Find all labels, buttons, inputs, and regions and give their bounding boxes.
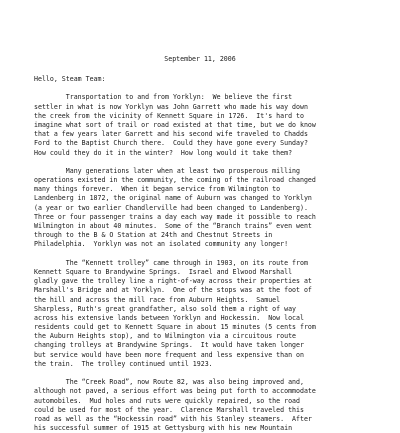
- paragraph-line: Three or four passenger trains a day each way made it possible to reach: [34, 212, 316, 221]
- paragraph-line: road as well as the “Hockessin road” with his Stanley steamers. After: [34, 414, 312, 423]
- paragraph-line: Transportation to and from Yorklyn: We believe the first: [34, 93, 293, 102]
- spacer: [34, 369, 394, 378]
- paragraph-line: many things forever. When it began service from Wilmington to: [34, 185, 281, 194]
- paragraph-line: gladly gave the trolley line a right-of-way across their properties at: [34, 277, 312, 286]
- paragraph-line: The “Kennett trolley” came through in 1903, on its route from: [34, 258, 308, 267]
- paragraph-line: the Auburn Heights stop), and to Wilmington via a circuitous route: [34, 332, 297, 341]
- paragraph-line: settler in what is now Yorklyn was John Garrett who made his way down: [34, 102, 308, 111]
- paragraph: [34, 93, 394, 157]
- paragraph-line: Many generations later when at least two prosperous milling: [34, 166, 300, 175]
- letter-body: [34, 75, 394, 433]
- paragraph-line: The “Creek Road”, now Route 82, was also being improved and,: [34, 378, 304, 387]
- paragraph-line: (a year or two earlier Chandlerville had been changed to Landenberg).: [34, 203, 308, 212]
- paragraph-line: automobiles. Mud holes and ruts were quickly repaired, so the road: [34, 396, 300, 405]
- paragraph-line: changing trolleys at Brandywine Springs. It would have taken longer: [34, 341, 304, 350]
- paragraph-line: that a few years later Garrett and his second wife traveled to Chadds: [34, 130, 308, 139]
- spacer: [34, 84, 394, 93]
- paragraph: [34, 167, 394, 250]
- paragraph-line: but service would have been more frequent and less expensive than on: [34, 350, 304, 359]
- paragraph-line: the creek from the vicinity of Kennett Square in 1726. It's hard to: [34, 111, 304, 120]
- paragraph-line: the train. The trolley continued until 1923.: [34, 359, 213, 368]
- paragraph-line: although not paved, a serious effort was being put forth to accommodate: [34, 387, 316, 396]
- paragraph-line: operations existed in the community, the coming of the railroad changed: [34, 176, 316, 185]
- paragraph: [34, 259, 394, 369]
- spacer: [34, 158, 394, 167]
- paragraph-line: Philadelphia. Yorklyn was not an isolated community any longer!: [34, 240, 289, 249]
- paragraph-line: his successful summer of 1915 at Gettysburg with his new Mountain: [34, 424, 293, 433]
- letter-greeting: Hello, Steam Team:: [34, 75, 106, 83]
- paragraph: [34, 378, 394, 433]
- paragraph-line: residents could get to Kennett Square in about 15 minutes (5 cents from: [34, 323, 316, 332]
- paragraph-line: the hill and across the mill race from Auburn Heights. Samuel: [34, 295, 281, 304]
- paragraph-line: through to the B & O Station at 24th and Chestnut Streets in: [34, 231, 273, 240]
- paragraph-line: Marshall's Bridge and at Yorklyn. One of the stops was at the foot of: [34, 286, 312, 295]
- paragraph-line: Ford to the Baptist Church there. Could they have gone every Sunday?: [34, 139, 308, 148]
- paragraph-line: imagine what sort of trail or road existed at that time, but we do know: [34, 120, 316, 129]
- paragraph-line: Landenberg in 1872, the original name of Auburn was changed to Yorklyn: [34, 194, 312, 203]
- paragraph-line: across his extensive lands between Yorklyn and Hockessin. Now local: [34, 313, 304, 322]
- paragraph-line: Wilmington in about 40 minutes. Some of the “Branch trains” even went: [34, 222, 312, 230]
- paragraph-line: Kennett Square to Brandywine Springs. Israel and Elwood Marshall: [34, 267, 293, 276]
- paragraph-line: Sharpless, Ruth's great grandfather, also sold them a right of way: [34, 304, 297, 313]
- letter-date: September 11, 2006: [164, 55, 236, 63]
- paragraph-line: How could they do it in the winter? How long would it take them?: [34, 148, 293, 157]
- spacer: [34, 250, 394, 259]
- paragraph-line: could be used for most of the year. Clarence Marshall traveled this: [34, 405, 304, 414]
